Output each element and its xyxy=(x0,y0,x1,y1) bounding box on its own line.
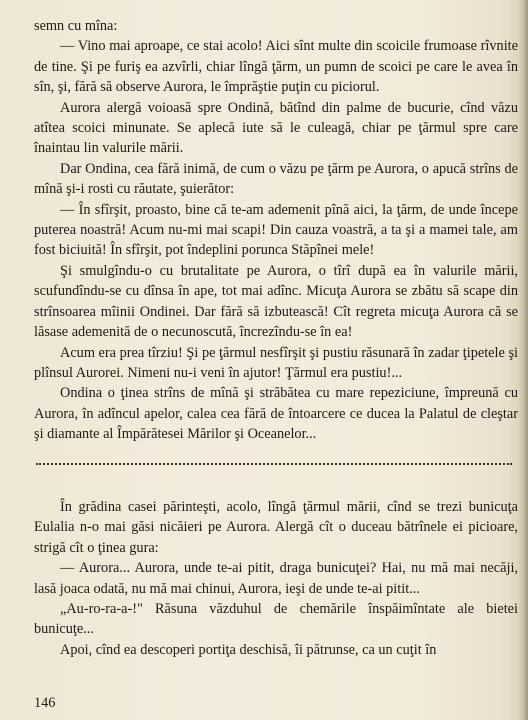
paragraph: — Aurora... Aurora, unde te-ai pitit, draga bunicuţei? Hai, nu mă mai necăji, lasă joaca odată, nu mă mai chinui, Aurora, ieşi de unde te-ai pitit... xyxy=(34,560,518,597)
paragraph: Apoi, cînd ea descoperi portiţa deschisă, îi pătrunse, ca un cuţit în xyxy=(60,641,437,658)
paragraph: Dar Ondina, cea fără inimă, de cum o văzu pe ţărm pe Aurora, o apucă strîns de mînă şi-i rosti cu răutate, şuierător: xyxy=(34,160,518,198)
section-separator-dots xyxy=(36,463,512,465)
paragraph: Şi smulgîndu-o cu brutalitate pe Aurora, o tîrî după ea în valurile mării, scufundîndu-se cu dînsa în ape, tot mai adînc. Micuţa Aurora se zbătu să scape din strînsoarea mîinii Ondinei. Dar fără să izbutească! Cît regreta micuţa Aurora că se lăsase ademenită de o necunoscută, încrezîndu-se în ea! xyxy=(34,262,518,341)
paragraph: „Au-ro-ra-a-!" Răsuna văzduhul de chemările înspăimîntate ale bietei bunicuţe... xyxy=(34,601,518,638)
paragraph: — În sfîrşit, proasto, bine că te-am ademenit pînă aici, la ţărm, de unde începe puterea noastră! Acum nu-mi mai scapi! Din cauza voastră, a ta şi a mamei tale, am fost biciuită! În sfîrşit, pot îndeplini porunca Stăpînei mele! xyxy=(34,201,518,259)
paragraph: Ondina o ţinea strîns de mînă şi străbătea cu mare repeziciune, împreună cu Aurora, în adîncul apelor, calea cea fără de întoarcere ce ducea la Palatul de cleştar şi diamante al Împărătesei Mărilor şi Oceanelor... xyxy=(34,385,518,443)
paragraph: — Vino mai aproape, ce stai acolo! Aici sînt multe din scoicile frumoase rîvnite de tine. Şi pe furiş ea azvîrli, chiar lîngă ţărm, un pumn de scoici pe care le avea în sîn, şi, fără să observe Aurora, le împrăştie puţin cu piciorul. xyxy=(34,38,518,96)
paragraph: Acum era prea tîrziu! Şi pe ţărmul nesfîrşit şi pustiu răsunară în zadar ţipetele şi plînsul Aurorei. Nimeni nu-i veni în ajutor! Ţărmul era pustiu!... xyxy=(34,344,518,381)
paragraph: semn cu mîna: xyxy=(34,18,118,34)
page-body-text-continued xyxy=(34,497,518,660)
paragraph: Aurora alergă voioasă spre Ondină, bătînd din palme de bucurie, cînd văzu atîtea scoici minunate. Se aplecă iute să le culeagă, chiar pe ţărmul spre care înaintau lin valurile mării. xyxy=(34,99,518,157)
page-edge-shadow xyxy=(518,0,528,720)
page-body-text xyxy=(34,16,518,445)
paragraph: În grădina casei părinteşti, acolo, lîngă ţărmul mării, cînd se trezi bunicuţa Eulalia n-o mai găsi nicăieri pe Aurora. Alergă cît o duceau bătrînele ei picioare, strigă cît o ţinea gura: xyxy=(34,499,518,556)
page-number: 146 xyxy=(34,695,56,711)
